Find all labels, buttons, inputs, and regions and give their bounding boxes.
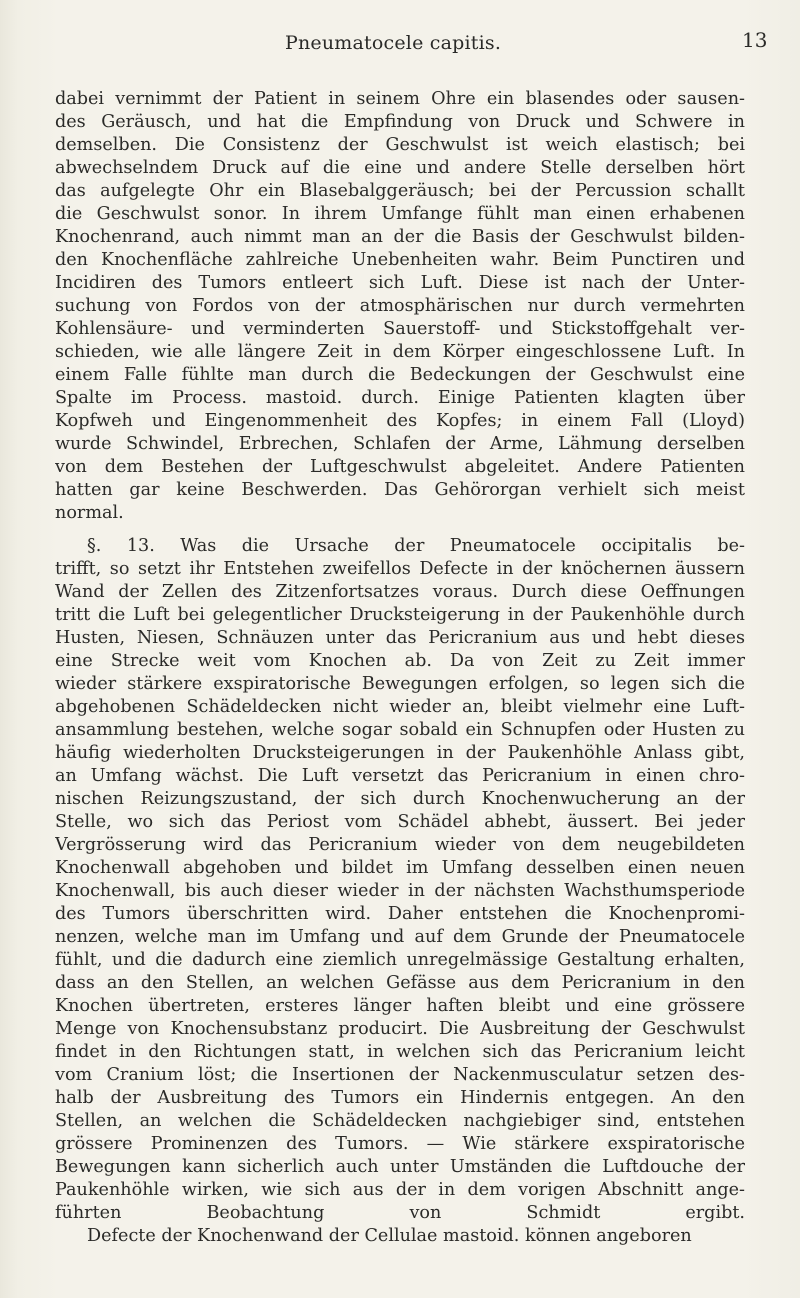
body-text xyxy=(55,88,745,1248)
text-line: Incidiren des Tumors entleert sich Luft. Diese ist nach der Unter- xyxy=(55,273,745,293)
text-line: die Geschwulst sonor. In ihrem Umfange fühlt man einen erhabenen xyxy=(55,204,745,224)
text-line: des Geräusch, und hat die Empfindung von Druck und Schwere in xyxy=(55,112,745,132)
text-line: Defecte der Knochenwand der Cellulae mastoid. können angeboren xyxy=(87,1226,692,1246)
text-line: führten Beobachtung von Schmidt ergibt. xyxy=(55,1203,745,1223)
text-line: Husten, Niesen, Schnäuzen unter das Pericranium aus und hebt dieses xyxy=(55,628,745,648)
text-line: einem Falle fühlte man durch die Bedeckungen der Geschwulst eine xyxy=(55,365,745,385)
paragraph xyxy=(55,535,745,1248)
text-line: den Knochenfläche zahlreiche Unebenheiten wahr. Beim Punctiren und xyxy=(55,250,745,270)
text-line: fühlt, und die dadurch eine ziemlich unregelmässige Gestaltung erhalten, xyxy=(55,950,745,970)
text-line: hatten gar keine Beschwerden. Das Gehörorgan verhielt sich meist xyxy=(55,480,745,500)
text-line: suchung von Fordos von der atmosphärischen nur durch vermehrten xyxy=(55,296,745,316)
text-line: Kopfweh und Eingenommenheit des Kopfes; in einem Fall (Lloyd) xyxy=(55,411,745,431)
paragraph xyxy=(55,88,745,525)
text-line: grössere Prominenzen des Tumors. — Wie stärkere exspiratorische xyxy=(55,1134,745,1154)
text-line: Wand der Zellen des Zitzenfortsatzes voraus. Durch diese Oeffnungen xyxy=(55,582,745,602)
text-line: ansammlung bestehen, welche sogar sobald ein Schnupfen oder Husten zu xyxy=(55,720,745,740)
text-line: Paukenhöhle wirken, wie sich aus der in dem vorigen Abschnitt ange- xyxy=(55,1180,745,1200)
text-line: nischen Reizungszustand, der sich durch Knochenwucherung an der xyxy=(55,789,745,809)
text-line: Knochenrand, auch nimmt man an der die Basis der Geschwulst bilden- xyxy=(55,227,745,247)
text-line: Menge von Knochensubstanz producirt. Die Ausbreitung der Geschwulst xyxy=(55,1019,745,1039)
text-line: Vergrösserung wird das Pericranium wieder von dem neugebildeten xyxy=(55,835,745,855)
text-line: von dem Bestehen der Luftgeschwulst abgeleitet. Andere Patienten xyxy=(55,457,745,477)
text-line: abgehobenen Schädeldecken nicht wieder an, bleibt vielmehr eine Luft- xyxy=(55,697,745,717)
text-line: demselben. Die Consistenz der Geschwulst ist weich elastisch; bei xyxy=(55,135,745,155)
text-line: eine Strecke weit vom Knochen ab. Da von Zeit zu Zeit immer xyxy=(55,651,745,671)
text-line: trifft, so setzt ihr Entstehen zweifellos Defecte in der knöchernen äussern xyxy=(55,559,745,579)
text-line: Spalte im Process. mastoid. durch. Einige Patienten klagten über xyxy=(55,388,745,408)
running-head: Pneumatocele capitis. xyxy=(285,32,502,54)
text-line: dass an den Stellen, an welchen Gefässe aus dem Pericranium in den xyxy=(55,973,745,993)
text-line: wurde Schwindel, Erbrechen, Schlafen der Arme, Lähmung derselben xyxy=(55,434,745,454)
text-line: an Umfang wächst. Die Luft versetzt das Pericranium in einen chro- xyxy=(55,766,745,786)
text-line: Stellen, an welchen die Schädeldecken nachgiebiger sind, entstehen xyxy=(55,1111,745,1131)
text-line: halb der Ausbreitung des Tumors ein Hindernis entgegen. An den xyxy=(55,1088,745,1108)
text-line: normal. xyxy=(55,503,124,523)
page-header xyxy=(0,28,800,58)
paragraph-gap xyxy=(55,525,745,535)
text-line: wieder stärkere exspiratorische Bewegungen erfolgen, so legen sich die xyxy=(55,674,745,694)
page-number: 13 xyxy=(742,28,768,52)
text-line: §. 13. Was die Ursache der Pneumatocele occipitalis be- xyxy=(87,536,745,556)
text-line: vom Cranium löst; die Insertionen der Nackenmusculatur setzen des- xyxy=(55,1065,745,1085)
text-line: Knochenwall, bis auch dieser wieder in der nächsten Wachsthumsperiode xyxy=(55,881,745,901)
text-line: das aufgelegte Ohr ein Blasebalggeräusch; bei der Percussion schallt xyxy=(55,181,745,201)
text-line: tritt die Luft bei gelegentlicher Drucksteigerung in der Paukenhöhle durch xyxy=(55,605,745,625)
text-line: Knochenwall abgehoben und bildet im Umfang desselben einen neuen xyxy=(55,858,745,878)
text-line: abwechselndem Druck auf die eine und andere Stelle derselben hört xyxy=(55,158,745,178)
text-line: findet in den Richtungen statt, in welchen sich das Pericranium leicht xyxy=(55,1042,745,1062)
text-line: nenzen, welche man im Umfang und auf dem Grunde der Pneumatocele xyxy=(55,927,745,947)
text-line: schieden, wie alle längere Zeit in dem Körper eingeschlossene Luft. In xyxy=(55,342,745,362)
text-line: häufig wiederholten Drucksteigerungen in der Paukenhöhle Anlass gibt, xyxy=(55,743,745,763)
text-line: Kohlensäure- und verminderten Sauerstoff- und Stickstoffgehalt ver- xyxy=(55,319,745,339)
text-line: Knochen übertreten, ersteres länger haften bleibt und eine grössere xyxy=(55,996,745,1016)
text-line: dabei vernimmt der Patient in seinem Ohre ein blasendes oder sausen- xyxy=(55,89,745,109)
text-line: Bewegungen kann sicherlich auch unter Umständen die Luftdouche der xyxy=(55,1157,745,1177)
text-line: Stelle, wo sich das Periost vom Schädel abhebt, äussert. Bei jeder xyxy=(55,812,745,832)
text-line: des Tumors überschritten wird. Daher entstehen die Knochenpromi- xyxy=(55,904,745,924)
